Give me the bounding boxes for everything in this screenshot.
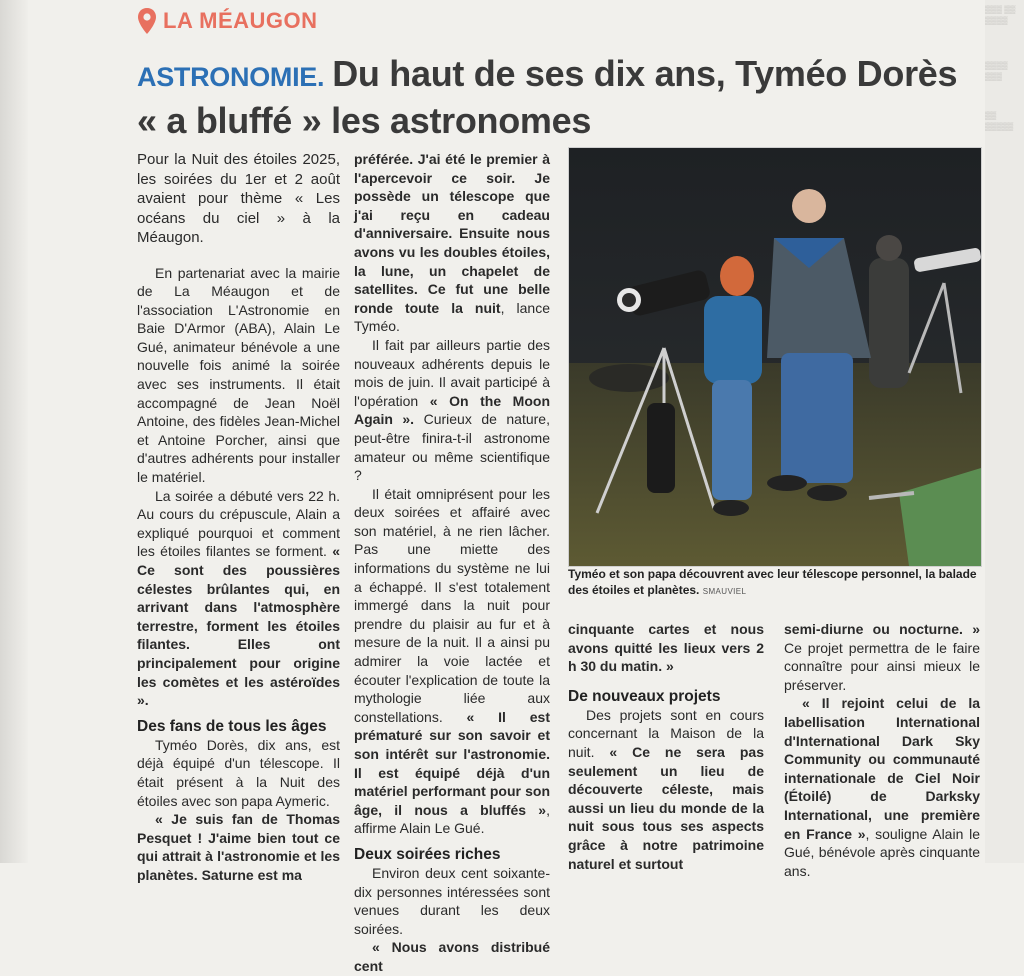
paragraph: Des projets sont en cours concernant la Maison de la nuit. « Ce ne sera pas seulement un lieu de découverte céleste, mais aussi un lieu du monde de la nuit sous tous ses aspects grâce à notre patrimoine naturel et surtout [568, 706, 765, 872]
article-column-4 [784, 620, 980, 880]
adjacent-page-edge: ▒▒▒ ▒▒ ▒▒▒▒ ▒▒▒▒ ▒▒▒ ▒▒ ▒▒▒▒▒ [985, 0, 1024, 863]
headline [137, 52, 967, 143]
photo-caption [568, 567, 980, 599]
subheading: De nouveaux projets [568, 687, 721, 705]
article-column-1 [137, 150, 340, 885]
article-column-3 [568, 620, 764, 873]
paragraph: « Nous avons distribué cent [354, 939, 550, 974]
subheading: Deux soirées riches [354, 845, 501, 863]
paragraph: Il était omniprésent pour les deux soirées et affairé avec son matériel, à ne rien lâcher. Pas une miette des informations du système ne lui a échappé. Il s'est totalement immergé dans la nuit pour prendre du plaisir au fur et à mesure de la nuit. Il a ainsi pu admirer la voie lactée et écouter l'explication de toute la mythologie liée aux constellations. « Il est prématuré sur son savoir et son intérêt sur l'astronomie. Il est équipé déjà d'un matériel performant pour son âge, il nous a bluffés », affirme Alain Le Gué. [354, 485, 550, 837]
paragraph: Environ deux cent soixante-dix personnes intéressées sont venues durant les deux soirées. [354, 864, 550, 937]
subheading: Des fans de tous les âges [137, 717, 327, 735]
paragraph: La soirée a débuté vers 22 h. Au cours du crépuscule, Alain a expliqué pourquoi et comment les étoiles filantes se forment. « Ce sont des poussières célestes brûlantes qui, en arrivant dans l'atmosphère terrestre, forment les étoiles filantes. Elles ont principalement pour origine les comètes et les astéroïdes ». [137, 487, 341, 709]
headline-text: Du haut de ses dix ans, Tyméo Dorès « a bluffé » les astronomes [137, 53, 958, 141]
paragraph: « Je suis fan de Thomas Pesquet ! J'aime bien tout ce qui attrait à l'astronomie et les planètes. Saturne est ma [137, 811, 340, 883]
paragraph: Il fait par ailleurs partie des nouveaux adhérents depuis le mois de juin. Il avait participé à l'opération « On the Moon Again ». Curieux de nature, peut-être finira-t-il astronome amateur ou même scientifique ? [354, 336, 551, 484]
headline-tag: ASTRONOMIE. [137, 62, 325, 92]
page-gutter [0, 0, 28, 863]
article-photo [568, 147, 982, 567]
paragraph: « Il rejoint celui de la labellisation International d'International Dark Sky Community ou communauté internationale de Ciel Noir (Étoilé) de Darksky International, une première en France », souligne Alain le Gué, bénévole après cinquante ans. [784, 695, 980, 879]
paragraph: semi-diurne ou nocturne. » Ce projet permettra de le faire connaître pour ainsi mieux le préserver. [784, 621, 980, 693]
paragraph: préférée. J'ai été le premier à l'apercevoir ce soir. Je possède un télescope que j'ai reçu en cadeau d'anniversaire. Ensuite nous avons vu les doubles étoiles, la lune, un chapelet de satellites. Ce fut une belle ronde toute la nuit, lance Tyméo. [354, 151, 551, 335]
photo-credit: SMAUVIEL [702, 586, 747, 596]
section-kicker [137, 6, 318, 36]
article-column-2 [354, 150, 550, 976]
map-pin-icon [137, 7, 157, 35]
location-label: LA MÉAUGON [163, 8, 318, 33]
caption-text: Tyméo et son papa découvrent avec leur télescope personnel, la balade des étoiles et planètes. [568, 567, 977, 597]
paragraph: cinquante cartes et nous avons quitté les lieux vers 2 h 30 du matin. » [568, 621, 764, 675]
paragraph: En partenariat avec la mairie de La Méaugon et de l'association L'Astronomie en Baie D'Armor (ABA), Alain Le Gué, animateur bénévole a une nouvelle fois animé la soirée avec ses instruments. Il était accompagné de Jean Noël Antoine, des fidèles Jean-Michel et Antoine Porcher, ainsi que d'autres adhérents pour installer le matériel. [137, 264, 340, 486]
paragraph: Tyméo Dorès, dix ans, est déjà équipé d'un télescope. Il était présent à la Nuit des étoiles avec son papa Aymeric. [137, 736, 340, 809]
article-lead: Pour la Nuit des étoiles 2025, les soirées du 1er et 2 août avaient pour thème « Les océans du ciel » à la Méaugon. [137, 151, 340, 246]
